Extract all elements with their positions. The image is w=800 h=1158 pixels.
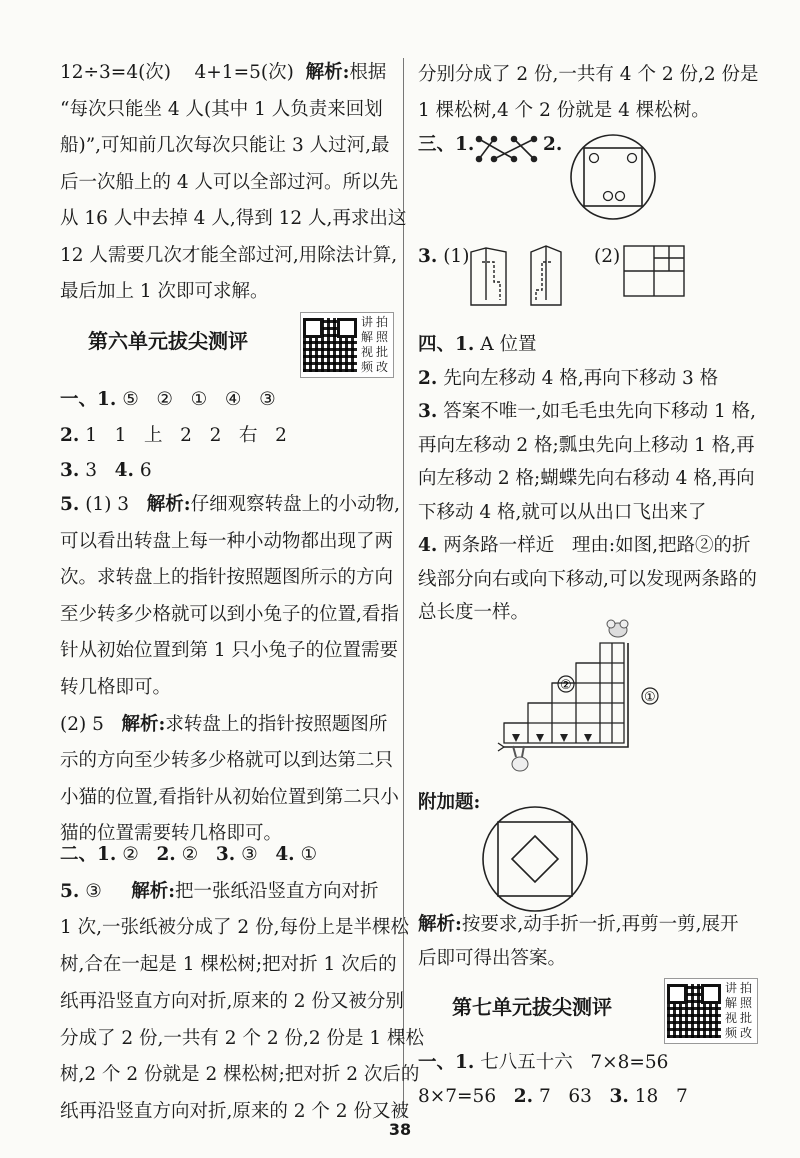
text-segment: 按要求,动手折一折,再剪一剪,展开 — [461, 914, 739, 935]
bonus-cut-figure — [480, 804, 590, 914]
qr-code-icon[interactable] — [667, 984, 721, 1038]
text-line — [60, 842, 317, 868]
item-label: 四、1. — [418, 334, 475, 355]
text-segment: 1 棵松树,4 个 2 份就是 4 棵松树。 — [418, 100, 710, 121]
text-segment: 3 — [79, 460, 115, 481]
text-segment: 示的方向至少转多少格就可以到达第二只 — [60, 750, 394, 772]
circle-square-figure — [568, 132, 658, 222]
s3-q1-label: 三、1. — [418, 134, 475, 155]
text-segment: 后即可得出答案。 — [418, 948, 567, 969]
item-label: 3. — [215, 844, 236, 865]
text-line — [418, 533, 750, 559]
item-label: 3. — [418, 401, 438, 422]
text-segment: 根据 — [349, 62, 387, 83]
qr-caption — [361, 315, 391, 375]
qr-caption-char: 讲 — [725, 981, 738, 995]
qr-caption-char: 照 — [376, 330, 389, 344]
text-line — [60, 170, 398, 196]
item-label: 3. — [609, 1086, 629, 1107]
text-segment: ① — [294, 844, 318, 865]
text-segment: 1 次,一张纸被分成了 2 份,每份上是半棵松 — [60, 917, 409, 939]
text-segment: 两条路一样近 理由:如图,把路②的折 — [437, 535, 751, 556]
text-segment: 12÷3=4(次) 4+1=5(次) — [60, 62, 306, 83]
text-segment: 分成了 2 份,一共有 2 个 2 份,2 份是 1 棵松 — [60, 1027, 425, 1049]
text-line — [60, 492, 400, 518]
item-label: 解析: — [146, 494, 191, 515]
text-line — [60, 879, 379, 905]
text-line — [418, 912, 739, 938]
text-segment: 1 1 上 2 2 右 2 — [79, 424, 287, 446]
text-segment: ③ — [79, 880, 132, 902]
bonus-label: 附加题: — [418, 792, 481, 813]
unit6-title: 第六单元拔尖测评 — [88, 329, 248, 353]
qr-caption-char: 批 — [740, 1011, 753, 1025]
text-line — [60, 97, 383, 123]
text-line — [418, 946, 566, 972]
text-segment: 针从初始位置到第 1 只小兔子的位置需要 — [60, 640, 399, 662]
text-segment: 树,2 个 2 份就是 2 棵松树;把对折 2 次后的 — [60, 1064, 420, 1086]
item-label: 5. — [60, 880, 80, 902]
page-number: 38 — [388, 1120, 412, 1139]
grid-answer-figure — [622, 244, 688, 300]
item-label: 一、1. — [418, 1052, 475, 1073]
text-line — [60, 1026, 424, 1052]
qr-caption-char: 批 — [376, 345, 389, 359]
item-label: 5. — [60, 494, 80, 515]
unit7-title: 第七单元拔尖测评 — [452, 995, 612, 1019]
text-segment: ③ — [235, 844, 276, 865]
text-segment: 后一次船上的 4 人可以全部过河。所以先 — [60, 171, 399, 193]
qr-caption-char: 频 — [725, 1026, 738, 1040]
text-segment: 再向左移动 2 格;瓢虫先向上移动 1 格,再 — [418, 434, 755, 456]
text-segment: 向左移动 2 格;蝴蝶先向右移动 4 格,再向 — [418, 468, 755, 489]
text-line — [60, 915, 409, 941]
item-label: 4. — [418, 535, 438, 556]
qr-caption-char: 解 — [361, 330, 374, 344]
text-segment: 转几格即可。 — [60, 677, 172, 698]
text-segment: 树,合在一起是 1 棵松树;把对折 1 次后的 — [60, 954, 397, 976]
text-line — [60, 423, 287, 449]
text-line — [60, 133, 389, 159]
text-segment: 从 16 人中去掉 4 人,得到 12 人,再求出这 — [60, 208, 407, 229]
unit6-qr-block[interactable] — [300, 312, 394, 378]
text-segment: 猫的位置需要转几格即可。 — [60, 823, 283, 845]
text-line — [418, 500, 706, 526]
text-segment: 分别分成了 2 份,一共有 4 个 2 份,2 份是 — [418, 64, 759, 85]
qr-caption-char: 解 — [725, 996, 738, 1010]
qr-caption-char: 视 — [725, 1011, 738, 1025]
text-segment: ⑤ ② ① ④ ③ — [116, 389, 276, 410]
text-segment: 下移动 4 格,就可以从出口飞出来了 — [418, 501, 707, 523]
text-segment: “每次只能坐 4 人(其中 1 人负责来回划 — [60, 98, 383, 120]
text-line — [418, 433, 755, 459]
item-label: 解析: — [418, 914, 462, 935]
text-segment: 最后加上 1 次即可求解。 — [60, 281, 269, 302]
route-2-label: ② — [560, 678, 572, 693]
item-label: 2. — [60, 424, 80, 446]
crossing-lines-figure — [474, 134, 544, 164]
item-label: 2. — [418, 367, 438, 389]
text-segment: 仔细观察转盘上的小动物, — [190, 494, 400, 515]
text-line — [60, 638, 398, 664]
qr-caption-char: 改 — [740, 1026, 753, 1040]
text-segment: 7 63 — [533, 1086, 610, 1107]
item-label: 一、1. — [60, 389, 117, 410]
text-segment: 12 人需要几次才能全部过河,用除法计算, — [60, 244, 398, 266]
text-line — [418, 567, 757, 593]
s3-q2-label: 2. — [543, 134, 563, 155]
item-label: 解析: — [131, 880, 176, 902]
item-label: 解析: — [121, 713, 166, 735]
item-label: 二、1. — [60, 844, 117, 865]
text-segment: (1) 3 — [79, 494, 147, 515]
text-segment: 把一张纸沿竖直方向对折 — [175, 880, 379, 902]
text-line — [418, 1084, 688, 1110]
text-line — [60, 952, 397, 978]
text-segment: (2) 5 — [60, 713, 122, 735]
item-label: 解析: — [305, 62, 350, 83]
route-staircase-figure — [498, 618, 668, 778]
text-segment: 至少转多少格就可以到小兔子的位置,看指 — [60, 603, 399, 625]
text-line — [418, 98, 710, 124]
text-line — [418, 62, 759, 88]
text-line — [60, 1062, 419, 1088]
text-segment: 8×7=56 — [418, 1086, 514, 1107]
text-segment: 次。求转盘上的指针按照题图所示的方向 — [60, 567, 394, 589]
text-segment: 总长度一样。 — [418, 602, 530, 623]
text-segment: 船)”,可知前几次每次只能让 3 人过河,最 — [60, 135, 390, 156]
text-line — [60, 458, 152, 484]
text-line — [60, 279, 269, 305]
text-segment: ② — [175, 844, 216, 865]
text-line — [60, 243, 397, 269]
item-label: 4. — [114, 460, 134, 481]
text-segment: 纸再沿竖直方向对折,原来的 2 份又被分别 — [60, 990, 404, 1012]
qr-caption-char: 拍 — [740, 981, 753, 995]
qr-caption-char: 频 — [361, 360, 374, 374]
text-line — [60, 785, 399, 811]
text-segment: ② — [116, 844, 157, 865]
item-label: 2. — [156, 844, 176, 865]
text-line — [418, 332, 536, 358]
text-line — [60, 529, 393, 555]
s3-q3-sub2: (2) — [594, 246, 621, 267]
text-segment: A 位置 — [474, 334, 537, 355]
text-segment: 答案不唯一,如毛毛虫先向下移动 1 格, — [437, 401, 757, 422]
text-line — [60, 387, 276, 413]
text-segment: 线部分向右或向下移动,可以发现两条路的 — [418, 568, 757, 590]
qr-caption-char: 视 — [361, 345, 374, 359]
qr-caption-char: 讲 — [361, 315, 374, 329]
qr-caption-char: 照 — [740, 996, 753, 1010]
text-segment: 6 — [133, 460, 152, 481]
rabbit-icon — [512, 746, 528, 771]
text-segment: 先向左移动 4 格,再向下移动 3 格 — [437, 367, 719, 389]
text-segment: 纸再沿竖直方向对折,原来的 2 个 2 份又被 — [60, 1100, 409, 1122]
unit7-qr-block[interactable] — [664, 978, 758, 1044]
text-line — [418, 1050, 668, 1076]
text-line — [60, 712, 387, 738]
route-1-label: ① — [644, 690, 656, 705]
text-segment: 18 7 — [628, 1086, 688, 1107]
item-label: 4. — [275, 844, 295, 865]
text-line — [60, 675, 171, 701]
text-line — [60, 206, 406, 232]
text-line — [418, 366, 718, 392]
qr-caption-char: 改 — [376, 360, 389, 374]
s3-q3-label: 3. (1) — [418, 246, 470, 267]
qr-caption-char: 拍 — [376, 315, 389, 329]
text-line — [60, 748, 393, 774]
item-label: 2. — [513, 1086, 534, 1107]
item-label: 3. — [60, 460, 80, 481]
text-line — [418, 399, 756, 425]
text-line — [60, 565, 393, 591]
text-line — [60, 989, 404, 1015]
folded-paper-figure — [466, 240, 596, 310]
text-segment: 小猫的位置,看指针从初始位置到第二只小 — [60, 786, 399, 808]
text-line — [418, 466, 755, 492]
text-line — [60, 60, 386, 86]
text-segment: 七八五十六 7×8=56 — [474, 1052, 669, 1073]
qr-caption — [725, 981, 755, 1041]
text-segment: 求转盘上的指针按照题图所 — [165, 713, 388, 735]
mouse-icon — [607, 620, 628, 637]
qr-code-icon[interactable] — [303, 318, 357, 372]
text-line — [60, 602, 399, 628]
text-segment: 可以看出转盘上每一种小动物都出现了两 — [60, 530, 394, 552]
